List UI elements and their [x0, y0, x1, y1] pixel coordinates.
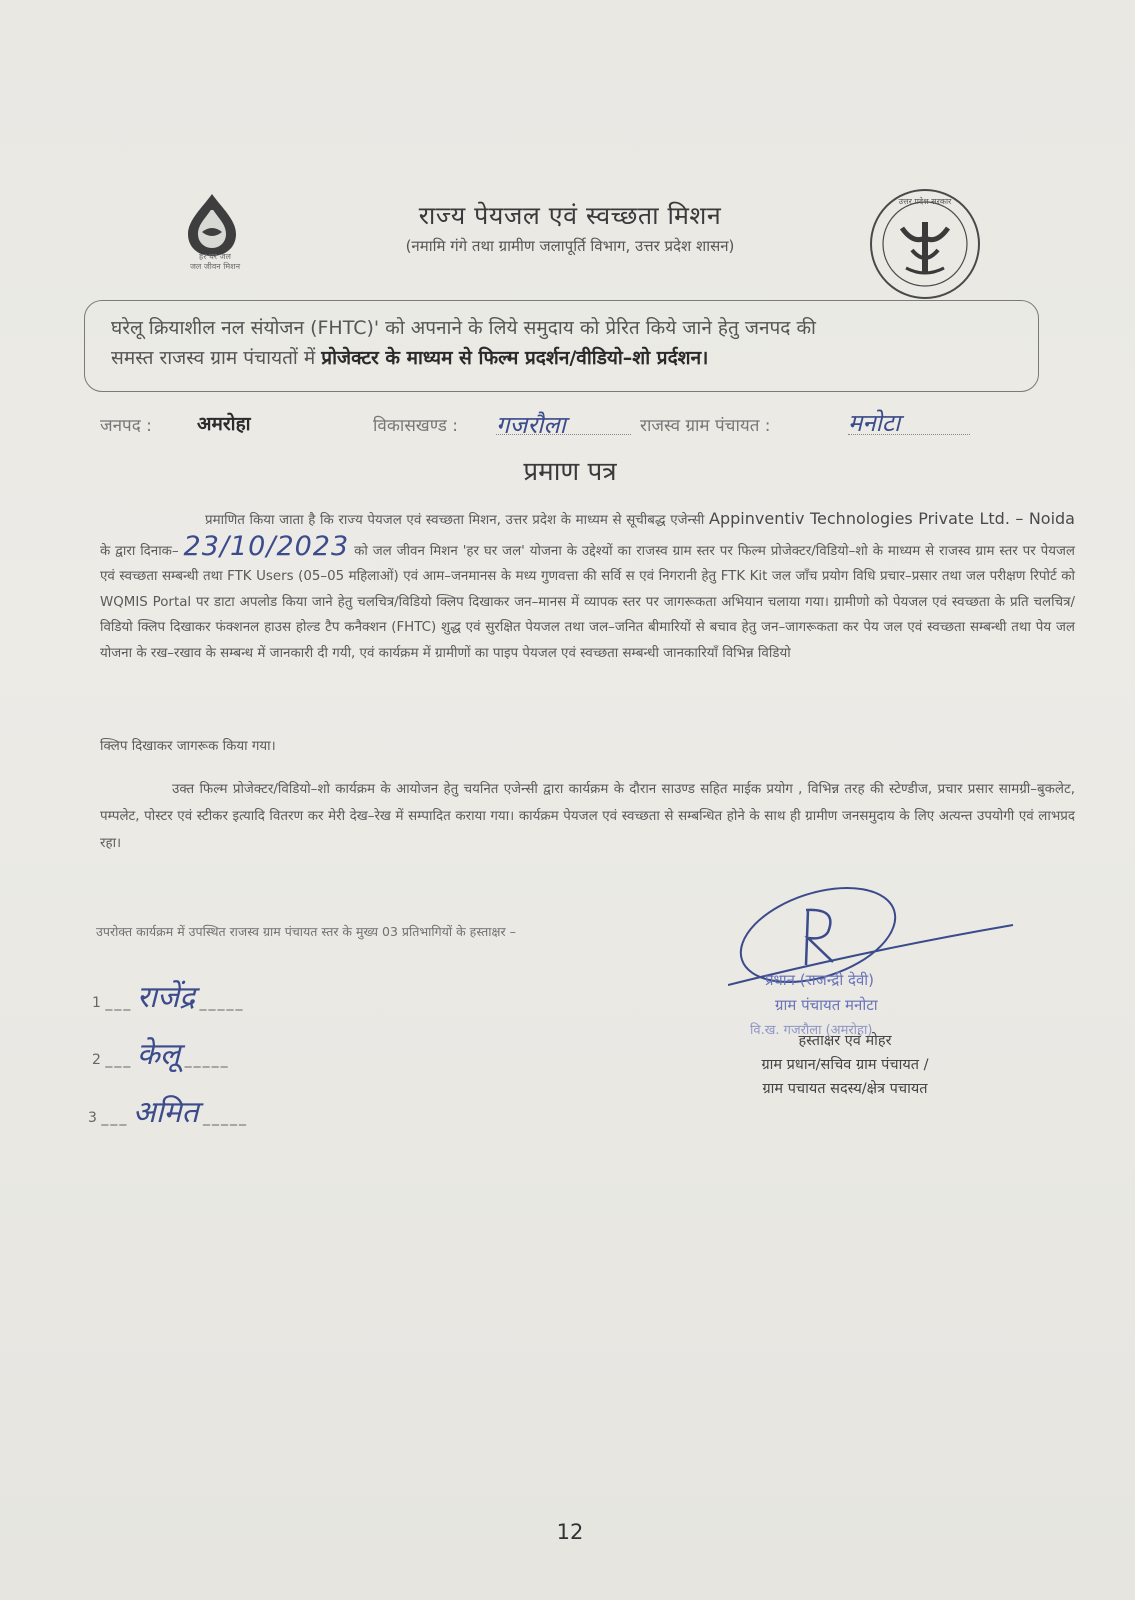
notice-line-2-bold: प्रोजेक्टर के माध्यम से फिल्म प्रदर्शन/वीडियो–शो प्रर्दशन। — [321, 347, 709, 369]
agency-name: Appinventiv Technologies Private Ltd. – Noida — [709, 509, 1075, 528]
para1-text-c: को जल जीवन मिशन 'हर घर जल' योजना के उद्देश्यों का राजस्व ग्राम स्तर पर फिल्म प्रोजेक्टर/विडियो–शो के माध्यम से राजस्व ग्राम स्तर पर पेयजल एवं स्वच्छता सम्बन्धी तथा FTK Users (05–05 महिलाओं) एवं आम–जनमानस के मध्य गुणवत्ता की सर्वि स एवं निगरानी हेतु FTK Kit जल जाँच प्रयोग विधि प्रचार–प्रसार तथा जल परीक्षण रिपोर्ट को WQMIS Portal पर डाटा अपलोड किया जाने हेतु चलचित्र/विडियो क्लिप दिखाकर जन–मानस में व्यापक स्तर पर जागरूकता अभियान चलाया गया। ग्रामीणो को पेयजल एवं स्वच्छता के प्रति चलचित्र/विडियो क्लिप दिखाकर फंक्शनल हाउस होल्ड टैप कनैक्शन (FHTC) शुद्ध एवं सुरक्षित पेयजल तथा जल–जनित बीमारियों से बचाव हेतु जन–जागरूकता कर पेय जल एवं स्वच्छता सम्बन्धी तथा पेय जल योजना के रख–रखाव के सम्बन्ध में जानकारी दी गयी, एवं कार्यक्रम में ग्रामीणों का पाइप पेयजल एवं स्वच्छता सम्बन्धी जानकारियाँ विभिन्न विडियो — [100, 543, 1075, 661]
stamp-line-1: प्रधान (राजन्द्री देवी) — [765, 971, 875, 989]
panchayat-label: राजस्व ग्राम पंचायत : — [640, 416, 771, 436]
pradhan-signature — [728, 880, 1028, 1020]
program-notice-box — [84, 300, 1039, 392]
para1-text-a: प्रमाणित किया जाता है कि राज्य पेयजल एवं स्वच्छता मिशन, उत्तर प्रदेश के माध्यम से सूचीबद्ध एजेन्सी — [205, 513, 710, 528]
stamp-line-2: ग्राम पंचायत मनोटा — [775, 996, 878, 1014]
participant-number: 1 — [92, 995, 101, 1011]
department-subtitle: (नमामि गंगे तथा ग्रामीण जलापूर्ति विभाग, उत्तर प्रदेश शासन) — [405, 237, 735, 255]
notice-line-2 — [111, 343, 1016, 373]
participant-signature: राजेंद्र — [136, 980, 196, 1015]
certificate-title: प्रमाण पत्र — [523, 457, 617, 487]
para1-text-b: के द्वारा दिनाक– — [100, 543, 184, 559]
notice-line-1: घरेलू क्रियाशील नल संयोजन (FHTC)' को अपनाने के लिये समुदाय को प्रेरित किये जाने हेतु जनपद की — [111, 317, 816, 339]
program-date: 23/10/2023 — [183, 530, 350, 562]
participant-signature: केलू — [136, 1037, 181, 1072]
participant-signature: अमित — [132, 1095, 199, 1130]
participants-note: उपरोक्त कार्यक्रम में उपस्थित राजस्व ग्राम पंचायत स्तर के मुख्य 03 प्रतिभागियों के हस्ताक्षर – — [96, 924, 516, 939]
mission-title: राज्य पेयजल एवं स्वच्छता मिशन — [418, 201, 722, 230]
district-label: जनपद : — [100, 416, 152, 436]
block-value: गजरौला — [496, 411, 566, 439]
participant-number: 2 — [92, 1052, 101, 1068]
signatory-caption-1: हस्ताक्षर एवं मोहर — [798, 1033, 892, 1049]
participant-row-3: 3 ___ अमित _____ — [88, 1095, 249, 1130]
certificate-paragraph-2: उक्त फिल्म प्रोजेक्टर/विडियो–शो कार्यक्रम के आयोजन हेतु चयनित एजेन्सी द्वारा कार्यक्रम के दौरान साउण्ड सहित माईक प्रयोग , विभिन्न तरह की स्टेण्डीज, प्रचार प्रसार सामग्री–बुकलेट, पम्पलेट, पोस्टर एवं स्टीकर इत्यादि वितरण कर मेरी देख–रेख में सम्पादित कराया गया। कार्यक्रम पेयजल एवं स्वच्छता से सम्बन्धित होने के साथ ही ग्रामीण जनसमुदाय के लिए अत्यन्त उपयोगी एवं लाभप्रद रहा। — [100, 782, 1075, 851]
participant-row-2: 2 ___ केलू _____ — [92, 1037, 230, 1072]
seal-text: उत्तर प्रदेश सरकार — [898, 197, 952, 206]
block-label: विकासखण्ड : — [373, 416, 459, 436]
participant-row-1: 1 ___ राजेंद्र _____ — [92, 980, 245, 1015]
signatory-caption-2: ग्राम प्रधान/सचिव ग्राम पंचायत / — [761, 1057, 929, 1073]
participant-number: 3 — [88, 1110, 97, 1126]
certificate-paragraph-1-end: क्लिप दिखाकर जागरूक किया गया। — [100, 739, 276, 754]
panchayat-value: मनोटा — [848, 409, 901, 437]
stamp-line-3: वि.ख. गजरौला (अमरोहा) — [750, 1023, 873, 1038]
notice-line-2-plain: समस्त राजस्व ग्राम पंचायतों में — [111, 347, 322, 369]
signatory-caption-3: ग्राम पचायत सदस्य/क्षेत्र पचायत — [762, 1081, 928, 1097]
panchayat-field — [848, 406, 970, 435]
logo-caption: हर घर जल जल जीवन मिशन — [189, 252, 241, 271]
page-number: 12 — [556, 1520, 584, 1544]
certificate-paragraph-1 — [100, 506, 1075, 666]
block-field — [496, 408, 631, 439]
district-value: अमरोहा — [197, 413, 251, 435]
